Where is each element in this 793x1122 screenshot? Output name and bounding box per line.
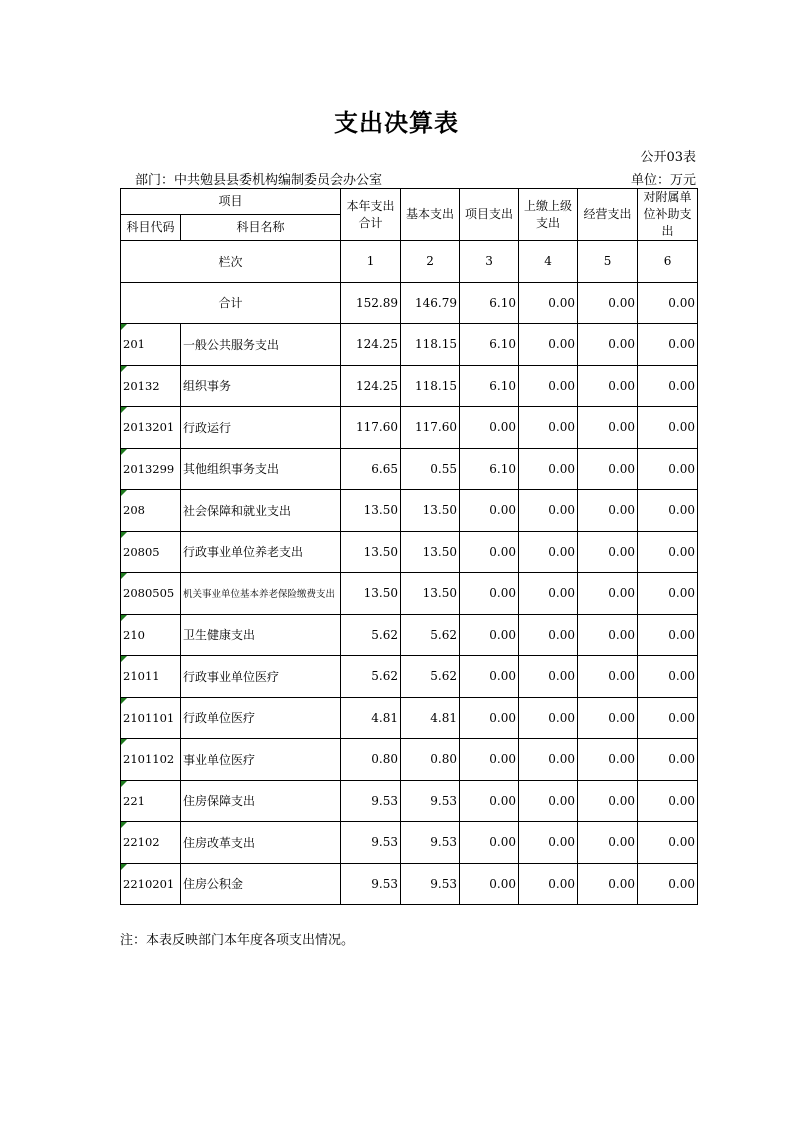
table-row <box>121 365 698 407</box>
cell-marker-icon <box>121 407 127 413</box>
header-operating-expenditure: 经营支出 <box>578 189 638 241</box>
header-project-expenditure: 项目支出 <box>460 189 519 241</box>
amount-col-4: 0.00 <box>519 656 578 698</box>
amount-col-5: 0.00 <box>578 780 638 822</box>
column-index-row <box>121 241 698 283</box>
header-subject-name: 科目名称 <box>181 215 341 241</box>
amount-col-3: 0.00 <box>460 531 519 573</box>
amount-col-2: 13.50 <box>401 573 460 615</box>
amount-col-4: 0.00 <box>519 780 578 822</box>
amount-col-4: 0.00 <box>519 407 578 449</box>
amount-col-6: 0.00 <box>638 739 698 781</box>
subject-name: 机关事业单位基本养老保险缴费支出 <box>181 573 341 615</box>
amount-col-2: 118.15 <box>401 365 460 407</box>
subject-code: 2101102 <box>123 752 175 767</box>
header-basic-expenditure: 基本支出 <box>401 189 460 241</box>
amount-col-3: 0.00 <box>460 822 519 864</box>
amount-col-4: 0.00 <box>519 531 578 573</box>
subject-name: 行政事业单位养老支出 <box>181 531 341 573</box>
header-item: 项目 <box>121 189 341 215</box>
amount-col-6: 0.00 <box>638 863 698 905</box>
amount-col-5: 0.00 <box>578 863 638 905</box>
subject-code-cell <box>121 614 181 656</box>
total-label: 合计 <box>121 282 341 324</box>
subject-name: 行政事业单位医疗 <box>181 656 341 698</box>
page-title: 支出决算表 <box>334 108 459 137</box>
amount-col-1: 124.25 <box>341 324 401 366</box>
amount-col-4: 0.00 <box>519 697 578 739</box>
amount-col-3: 0.00 <box>460 656 519 698</box>
table-row <box>121 863 698 905</box>
subject-code: 210 <box>123 627 145 642</box>
amount-col-6: 0.00 <box>638 573 698 615</box>
amount-col-6: 0.00 <box>638 324 698 366</box>
header-subject-code: 科目代码 <box>121 215 181 241</box>
cell-marker-icon <box>121 781 127 787</box>
subject-code: 2013299 <box>123 461 175 476</box>
amount-col-5: 0.00 <box>578 324 638 366</box>
amount-col-5: 0.00 <box>578 822 638 864</box>
amount-col-1: 5.62 <box>341 614 401 656</box>
subject-code-cell <box>121 656 181 698</box>
cell-marker-icon <box>121 698 127 704</box>
table-row <box>121 739 698 781</box>
amount-col-6: 0.00 <box>638 656 698 698</box>
amount-col-3: 0.00 <box>460 697 519 739</box>
subject-name: 行政运行 <box>181 407 341 449</box>
subject-code: 21011 <box>123 669 160 684</box>
column-index-label: 栏次 <box>121 241 341 283</box>
table-row <box>121 448 698 490</box>
amount-col-1: 0.80 <box>341 739 401 781</box>
subject-code-cell <box>121 863 181 905</box>
amount-col-2: 117.60 <box>401 407 460 449</box>
amount-col-1: 13.50 <box>341 531 401 573</box>
amount-col-4: 0.00 <box>519 365 578 407</box>
subject-name: 住房保障支出 <box>181 780 341 822</box>
subject-code-cell <box>121 780 181 822</box>
subject-name: 住房公积金 <box>181 863 341 905</box>
amount-col-3: 0.00 <box>460 490 519 532</box>
amount-col-5: 0.00 <box>578 656 638 698</box>
amount-col-3: 6.10 <box>460 448 519 490</box>
subject-name: 一般公共服务支出 <box>181 324 341 366</box>
amount-col-5: 0.00 <box>578 614 638 656</box>
amount-col-2: 5.62 <box>401 656 460 698</box>
table-row <box>121 573 698 615</box>
amount-col-3: 0.00 <box>460 614 519 656</box>
table-row <box>121 490 698 532</box>
amount-col-4: 0.00 <box>519 490 578 532</box>
amount-col-1: 4.81 <box>341 697 401 739</box>
cell-marker-icon <box>121 864 127 870</box>
amount-col-4: 0.00 <box>519 573 578 615</box>
total-value-5: 0.00 <box>578 282 638 324</box>
cell-marker-icon <box>121 449 127 455</box>
amount-col-2: 0.55 <box>401 448 460 490</box>
cell-marker-icon <box>121 615 127 621</box>
amount-col-5: 0.00 <box>578 739 638 781</box>
subject-code: 20805 <box>123 544 160 559</box>
amount-col-5: 0.00 <box>578 448 638 490</box>
amount-col-4: 0.00 <box>519 614 578 656</box>
column-index-3: 3 <box>460 241 519 283</box>
total-value-2: 146.79 <box>401 282 460 324</box>
subject-code: 201 <box>123 337 145 352</box>
amount-col-3: 0.00 <box>460 780 519 822</box>
subject-code-cell <box>121 324 181 366</box>
amount-col-2: 9.53 <box>401 780 460 822</box>
amount-col-1: 124.25 <box>341 365 401 407</box>
table-row <box>121 407 698 449</box>
subject-name: 事业单位医疗 <box>181 739 341 781</box>
cell-marker-icon <box>121 822 127 828</box>
amount-col-2: 13.50 <box>401 531 460 573</box>
amount-col-4: 0.00 <box>519 739 578 781</box>
amount-col-6: 0.00 <box>638 365 698 407</box>
amount-col-2: 13.50 <box>401 490 460 532</box>
expenditure-table <box>120 188 698 905</box>
amount-col-5: 0.00 <box>578 531 638 573</box>
total-value-4: 0.00 <box>519 282 578 324</box>
subject-code: 2013201 <box>123 420 175 435</box>
amount-col-1: 13.50 <box>341 573 401 615</box>
amount-col-2: 118.15 <box>401 324 460 366</box>
amount-col-3: 0.00 <box>460 863 519 905</box>
cell-marker-icon <box>121 532 127 538</box>
column-index-4: 4 <box>519 241 578 283</box>
amount-col-4: 0.00 <box>519 324 578 366</box>
amount-col-5: 0.00 <box>578 407 638 449</box>
subject-name: 其他组织事务支出 <box>181 448 341 490</box>
cell-marker-icon <box>121 366 127 372</box>
header-total-expenditure: 本年支出合计 <box>341 189 401 241</box>
amount-col-1: 9.53 <box>341 822 401 864</box>
amount-col-1: 13.50 <box>341 490 401 532</box>
cell-marker-icon <box>121 739 127 745</box>
subject-name: 行政单位医疗 <box>181 697 341 739</box>
department-label: 部门：中共勉县县委机构编制委员会办公室 <box>135 173 383 188</box>
table-row <box>121 822 698 864</box>
subject-code-cell <box>121 448 181 490</box>
total-row <box>121 282 698 324</box>
subject-code-cell <box>121 407 181 449</box>
amount-col-5: 0.00 <box>578 365 638 407</box>
subject-code: 2080505 <box>123 586 175 601</box>
subject-code: 22102 <box>123 835 160 850</box>
footnote: 注：本表反映部门本年度各项支出情况。 <box>120 933 355 948</box>
amount-col-4: 0.00 <box>519 863 578 905</box>
amount-col-1: 5.62 <box>341 656 401 698</box>
table-row <box>121 656 698 698</box>
amount-col-6: 0.00 <box>638 407 698 449</box>
subject-code: 20132 <box>123 378 160 393</box>
amount-col-4: 0.00 <box>519 448 578 490</box>
amount-col-6: 0.00 <box>638 531 698 573</box>
subject-code: 221 <box>123 793 145 808</box>
subject-code-cell <box>121 573 181 615</box>
total-value-6: 0.00 <box>638 282 698 324</box>
amount-col-5: 0.00 <box>578 697 638 739</box>
amount-col-3: 0.00 <box>460 739 519 781</box>
amount-col-3: 0.00 <box>460 573 519 615</box>
amount-col-1: 9.53 <box>341 863 401 905</box>
subject-name: 住房改革支出 <box>181 822 341 864</box>
subject-name: 卫生健康支出 <box>181 614 341 656</box>
amount-col-3: 6.10 <box>460 365 519 407</box>
amount-col-6: 0.00 <box>638 614 698 656</box>
total-value-1: 152.89 <box>341 282 401 324</box>
amount-col-5: 0.00 <box>578 490 638 532</box>
amount-col-6: 0.00 <box>638 697 698 739</box>
table-row <box>121 697 698 739</box>
table-row <box>121 614 698 656</box>
subject-code-cell <box>121 490 181 532</box>
cell-marker-icon <box>121 324 127 330</box>
amount-col-3: 0.00 <box>460 407 519 449</box>
amount-col-2: 9.53 <box>401 863 460 905</box>
subject-code: 2210201 <box>123 876 175 891</box>
cell-marker-icon <box>121 490 127 496</box>
amount-col-1: 9.53 <box>341 780 401 822</box>
column-index-2: 2 <box>401 241 460 283</box>
subject-code: 208 <box>123 503 145 518</box>
cell-marker-icon <box>121 656 127 662</box>
amount-col-2: 0.80 <box>401 739 460 781</box>
subject-code-cell <box>121 365 181 407</box>
amount-col-1: 6.65 <box>341 448 401 490</box>
table-row <box>121 531 698 573</box>
subject-code-cell <box>121 697 181 739</box>
cell-marker-icon <box>121 573 127 579</box>
amount-col-6: 0.00 <box>638 490 698 532</box>
subject-code-cell <box>121 531 181 573</box>
column-index-1: 1 <box>341 241 401 283</box>
amount-col-3: 6.10 <box>460 324 519 366</box>
amount-col-6: 0.00 <box>638 822 698 864</box>
form-code: 公开03表 <box>640 150 696 165</box>
subject-name: 组织事务 <box>181 365 341 407</box>
table-row <box>121 324 698 366</box>
amount-col-6: 0.00 <box>638 448 698 490</box>
amount-col-2: 4.81 <box>401 697 460 739</box>
amount-col-4: 0.00 <box>519 822 578 864</box>
unit-label: 单位：万元 <box>630 173 696 188</box>
total-value-3: 6.10 <box>460 282 519 324</box>
column-index-5: 5 <box>578 241 638 283</box>
subject-code-cell <box>121 739 181 781</box>
amount-col-2: 5.62 <box>401 614 460 656</box>
amount-col-2: 9.53 <box>401 822 460 864</box>
table-row <box>121 780 698 822</box>
subject-code-cell <box>121 822 181 864</box>
column-index-6: 6 <box>638 241 698 283</box>
header-subsidiary-subsidy: 对附属单位补助支出 <box>638 189 698 241</box>
subject-code: 2101101 <box>123 710 175 725</box>
header-remit-superior: 上缴上级支出 <box>519 189 578 241</box>
subject-name: 社会保障和就业支出 <box>181 490 341 532</box>
amount-col-5: 0.00 <box>578 573 638 615</box>
amount-col-6: 0.00 <box>638 780 698 822</box>
amount-col-1: 117.60 <box>341 407 401 449</box>
